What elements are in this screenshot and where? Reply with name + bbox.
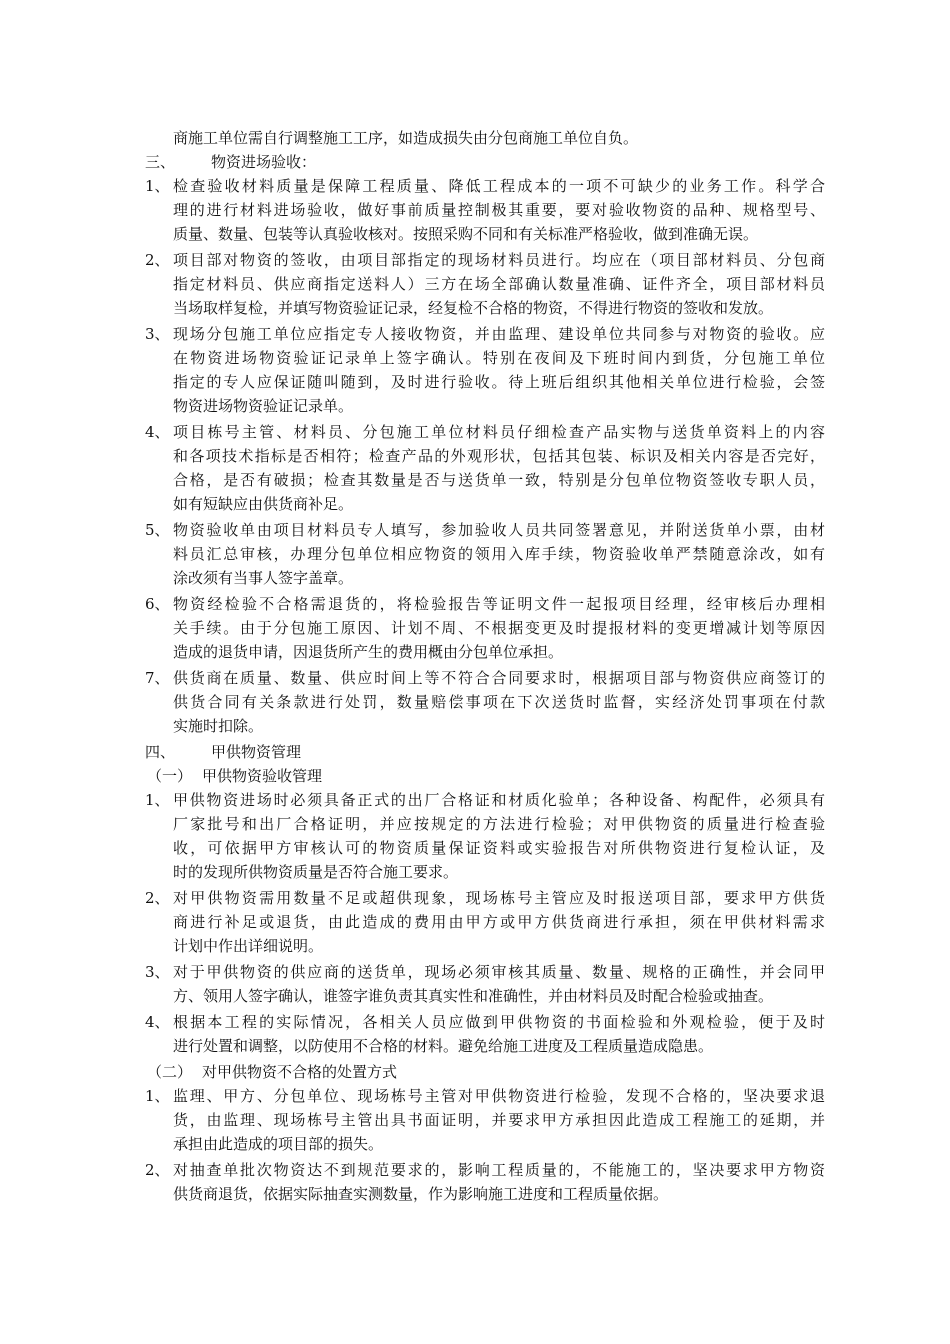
list-item-line: 在物资进场物资验证记录单上签字确认。特别在夜间及下班时间内到货，分包施工单位 (173, 349, 825, 367)
list-item-line: 供货商在质量、数量、供应时间上等不符合合同要求时，根据项目部与物资供应商签订的 (173, 669, 825, 687)
list-item-number: 7、 (145, 669, 170, 687)
list-item (145, 788, 825, 884)
list-item-number: 2、 (145, 1161, 170, 1179)
section-3-number: 三、 (145, 153, 176, 171)
list-item-line: 承担由此造成的项目部的损失。 (173, 1135, 384, 1153)
list-item-line: 检查验收材料质量是保障工程质量、降低工程成本的一项不可缺少的业务工作。科学合 (173, 177, 825, 195)
section-4-number: 四、 (145, 743, 176, 761)
list-item-line: 理的进行材料进场验收，做好事前质量控制极其重要，要对验收物资的品种、规格型号、 (173, 201, 825, 219)
list-item-line: 涂改须有当事人签字盖章。 (173, 569, 354, 587)
section-3-heading (145, 150, 825, 174)
list-item-line: 时的发现所供物资质量是否符合施工要求。 (173, 863, 459, 881)
subsection-2-heading (145, 1060, 825, 1084)
list-item-line: 商进行补足或退货，由此造成的费用由甲方或甲方供货商进行承担，须在甲供材料需求 (173, 913, 825, 931)
list-item-line: 料员汇总审核，办理分包单位相应物资的领用入库手续，物资验收单严禁随意涂改，如有 (173, 545, 825, 563)
list-item-line: 供货合同有关条款进行处罚，数量赔偿事项在下次送货时监督，实经济处罚事项在付款 (173, 693, 825, 711)
list-item-number: 4、 (145, 423, 170, 441)
list-item-line: 计划中作出详细说明。 (173, 937, 324, 955)
subsection-1-number: （一） (147, 767, 193, 785)
subsection-2-number: （二） (147, 1063, 193, 1081)
subsection-1-list (145, 788, 825, 1058)
list-item (145, 1010, 825, 1058)
list-item (145, 666, 825, 738)
list-item (145, 322, 825, 418)
list-item (145, 592, 825, 664)
list-item-line: 质量、数量、包装等认真验收核对。按照采购不同和有关标准严格验收，做到准确无误。 (173, 225, 759, 243)
section-4-heading (145, 740, 825, 764)
list-item-line: 当场取样复检，并填写物资验证记录，经复检不合格的物资，不得进行物资的签收和发放。 (173, 299, 774, 317)
list-item-number: 3、 (145, 963, 170, 981)
list-item-line: 指定的专人应保证随叫随到，及时进行验收。待上班后组织其他相关单位进行检验，会签 (173, 373, 825, 391)
section-4-title: 甲供物资管理 (211, 743, 302, 761)
list-item-line: 根据本工程的实际情况，各相关人员应做到甲供物资的书面检验和外观检验，便于及时 (173, 1013, 825, 1031)
list-item-line: 项目栋号主管、材料员、分包施工单位材料员仔细检查产品实物与送货单资料上的内容 (173, 423, 825, 441)
subsection-1-heading (145, 764, 825, 788)
list-item-line: 现场分包施工单位应指定专人接收物资，并由监理、建设单位共同参与对物资的验收。应 (173, 325, 825, 343)
list-item-line: 对于甲供物资的供应商的送货单，现场必须审核其质量、数量、规格的正确性，并会同甲 (173, 963, 825, 981)
list-item-line: 如有短缺应由供货商补足。 (173, 495, 354, 513)
list-item-line: 造成的退货申请，因退货所产生的费用概由分包单位承担。 (173, 643, 564, 661)
document-body (145, 126, 825, 1208)
list-item-line: 厂家批号和出厂合格证明，并应按规定的方法进行检验；对甲供物资的质量进行检查验 (173, 815, 825, 833)
list-item-number: 2、 (145, 889, 170, 907)
list-item-line: 供货商退货，依据实际抽查实测数量，作为影响施工进度和工程质量依据。 (173, 1185, 669, 1203)
list-item-line: 项目部对物资的签收，由项目部指定的现场材料员进行。均应在（项目部材料员、分包商 (173, 251, 825, 269)
list-item (145, 174, 825, 246)
subsection-1-title: 甲供物资验收管理 (202, 767, 323, 785)
list-item-line: 方、领用人签字确认，谁签字谁负责其真实性和准确性，并由材料员及时配合检验或抽查。 (173, 987, 774, 1005)
list-item-line: 实施时扣除。 (173, 717, 264, 735)
section-3-title: 物资进场验收： (211, 153, 317, 171)
section-3-list (145, 174, 825, 738)
list-item-line: 甲供物资进场时必须具备正式的出厂合格证和材质化验单；各种设备、构配件，必须具有 (173, 791, 825, 809)
list-item-number: 3、 (145, 325, 170, 343)
list-item (145, 1158, 825, 1206)
list-item-line: 物资进场物资验证记录单。 (173, 397, 354, 415)
lead-line: 商施工单位需自行调整施工工序，如造成损失由分包商施工单位自负。 (173, 129, 639, 147)
list-item-line: 关手续。由于分包施工原因、计划不周、不根据变更及时提报材料的变更增减计划等原因 (173, 619, 825, 637)
list-item-line: 收，可依据甲方审核认可的物资质量保证资料或实验报告对所供物资进行复检认证，及 (173, 839, 825, 857)
list-item-number: 6、 (145, 595, 170, 613)
subsection-2-list (145, 1084, 825, 1206)
list-item-line: 物资验收单由项目材料员专人填写，参加验收人员共同签署意见，并附送货单小票，由材 (173, 521, 825, 539)
list-item (145, 1084, 825, 1156)
list-item-line: 合格，是否有破损；检查其数量是否与送货单一致，特别是分包单位物资签收专职人员， (173, 471, 825, 489)
list-item-number: 1、 (145, 791, 170, 809)
list-item-number: 1、 (145, 1087, 170, 1105)
list-item-line: 监理、甲方、分包单位、现场栋号主管对甲供物资进行检验，发现不合格的，坚决要求退 (173, 1087, 825, 1105)
list-item-line: 进行处置和调整，以防使用不合格的材料。避免给施工进度及工程质量造成隐患。 (173, 1037, 714, 1055)
list-item-number: 1、 (145, 177, 170, 195)
list-item-number: 4、 (145, 1013, 170, 1031)
list-item-line: 和各项技术指标是否相符；检查产品的外观形状，包括其包装、标识及相关内容是否完好， (173, 447, 825, 465)
list-item (145, 420, 825, 516)
list-item-number: 2、 (145, 251, 170, 269)
list-item (145, 518, 825, 590)
list-item (145, 248, 825, 320)
subsection-2-title: 对甲供物资不合格的处置方式 (202, 1063, 398, 1081)
list-item-line: 物资经检验不合格需退货的，将检验报告等证明文件一起报项目经理，经审核后办理相 (173, 595, 825, 613)
list-item (145, 960, 825, 1008)
list-item-line: 货，由监理、现场栋号主管出具书面证明，并要求甲方承担因此造成工程施工的延期，并 (173, 1111, 825, 1129)
list-item-line: 对甲供物资需用数量不足或超供现象，现场栋号主管应及时报送项目部，要求甲方供货 (173, 889, 825, 907)
list-item-line: 对抽查单批次物资达不到规范要求的，影响工程质量的，不能施工的，坚决要求甲方物资 (173, 1161, 825, 1179)
list-item-line: 指定材料员、供应商指定送料人）三方在场全部确认数量准确、证件齐全，项目部材料员 (173, 275, 825, 293)
list-item-number: 5、 (145, 521, 170, 539)
list-item (145, 886, 825, 958)
